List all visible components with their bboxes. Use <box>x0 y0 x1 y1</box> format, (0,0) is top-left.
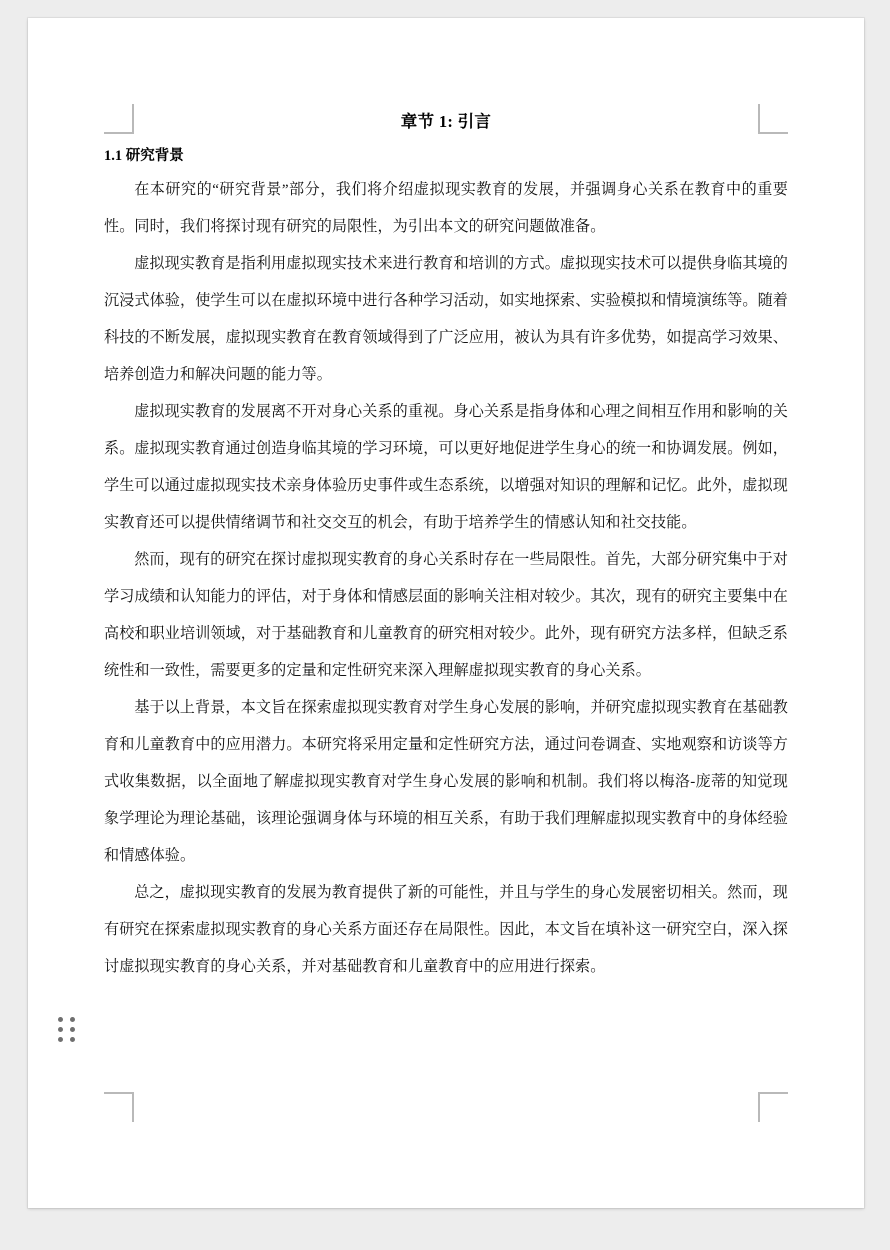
grip-dots-icon[interactable] <box>58 1017 76 1043</box>
grip-dot <box>70 1017 75 1022</box>
margin-corner-mark-bottom-left <box>104 1092 134 1122</box>
grip-dot <box>70 1037 75 1042</box>
margin-corner-mark-bottom-right <box>758 1092 788 1122</box>
margin-mark-horizontal-rule <box>104 1092 134 1094</box>
body-paragraph: 虚拟现实教育的发展离不开对身心关系的重视。身心关系是指身体和心理之间相互作用和影响的关系。虚拟现实教育通过创造身临其境的学习环境，可以更好地促进学生身心的统一和协调发展。例如，学生可以通过虚拟现实技术亲身体验历史事件或生态系统，以增强对知识的理解和记忆。此外，虚拟现实教育还可以提供情绪调节和社交交互的机会，有助于培养学生的情感认知和社交技能。 <box>104 403 788 531</box>
document-text-body[interactable] <box>104 110 788 986</box>
grip-dot <box>58 1017 63 1022</box>
section-heading: 1.1 研究背景 <box>104 147 184 164</box>
grip-dot <box>58 1027 63 1032</box>
body-paragraph: 在本研究的“研究背景”部分，我们将介绍虚拟现实教育的发展，并强调身心关系在教育中的重要性。同时，我们将探讨现有研究的局限性，为引出本文的研究问题做准备。 <box>104 181 788 235</box>
margin-mark-vertical-rule <box>758 1092 760 1122</box>
chapter-title: 章节 1: 引言 <box>400 112 492 131</box>
body-paragraph: 虚拟现实教育是指利用虚拟现实技术来进行教育和培训的方式。虚拟现实技术可以提供身临其境的沉浸式体验，使学生可以在虚拟环境中进行各种学习活动，如实地探索、实验模拟和情境演练等。随着科技的不断发展，虚拟现实教育在教育领域得到了广泛应用，被认为具有许多优势，如提高学习效果、培养创造力和解决问题的能力等。 <box>104 255 788 383</box>
grip-dot <box>58 1037 63 1042</box>
margin-mark-horizontal-rule <box>758 1092 788 1094</box>
grip-dot <box>70 1027 75 1032</box>
body-paragraph: 然而，现有的研究在探讨虚拟现实教育的身心关系时存在一些局限性。首先，大部分研究集中于对学习成绩和认知能力的评估，对于身体和情感层面的影响关注相对较少。其次，现有的研究主要集中在高校和职业培训领域，对于基础教育和儿童教育的研究相对较少。此外，现有研究方法多样，但缺乏系统性和一致性，需要更多的定量和定性研究来深入理解虚拟现实教育的身心关系。 <box>104 551 788 679</box>
body-paragraph: 总之，虚拟现实教育的发展为教育提供了新的可能性，并且与学生的身心发展密切相关。然而，现有研究在探索虚拟现实教育的身心关系方面还存在局限性。因此，本文旨在填补这一研究空白，深入探讨虚拟现实教育的身心关系，并对基础教育和儿童教育中的应用进行探索。 <box>104 884 788 975</box>
margin-mark-vertical-rule <box>132 1092 134 1122</box>
document-page[interactable] <box>28 18 864 1208</box>
body-paragraph: 基于以上背景，本文旨在探索虚拟现实教育对学生身心发展的影响，并研究虚拟现实教育在基础教育和儿童教育中的应用潜力。本研究将采用定量和定性研究方法，通过问卷调查、实地观察和访谈等方式收集数据，以全面地了解虚拟现实教育对学生身心发展的影响和机制。我们将以梅洛-庞蒂的知觉现象学理论为理论基础，该理论强调身体与环境的相互关系，有助于我们理解虚拟现实教育中的身体经验和情感体验。 <box>104 699 788 864</box>
